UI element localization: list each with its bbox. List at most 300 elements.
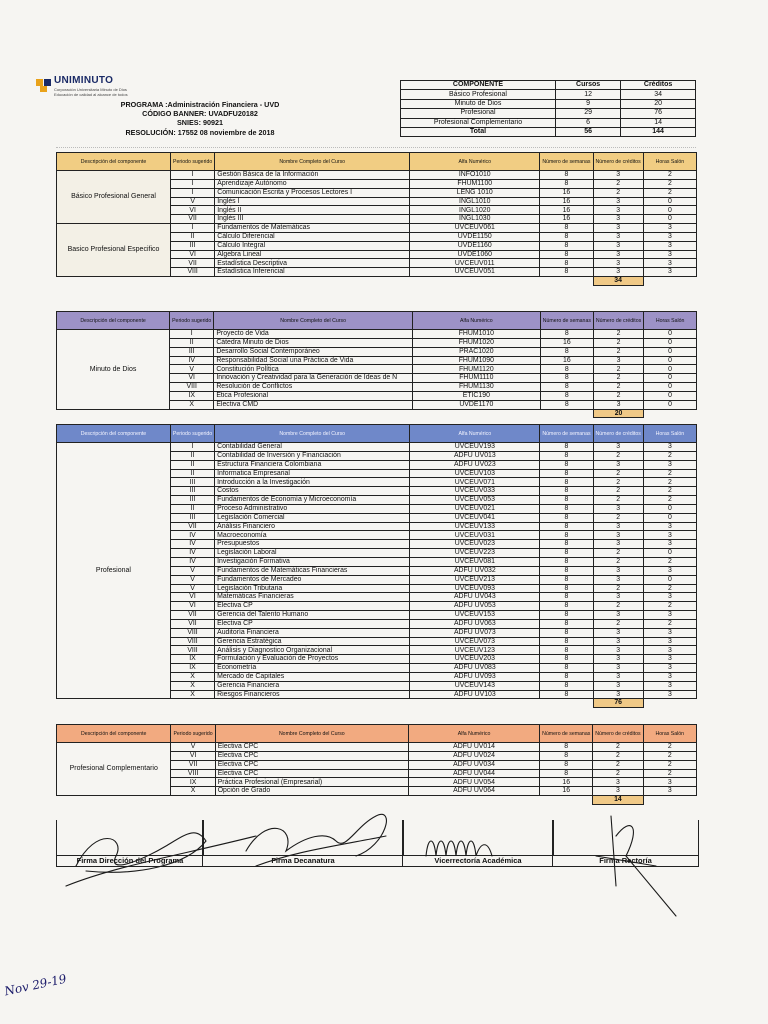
alpha-code-cell: ADFU UV103 — [410, 690, 540, 699]
course-name-cell: Formulación y Evaluación de Proyectos — [215, 655, 410, 664]
period-cell: VI — [170, 602, 214, 611]
period-cell: VII — [170, 522, 214, 531]
signature-label: Vicerrectoría Académica — [403, 855, 553, 866]
period-cell: X — [171, 787, 215, 796]
column-header: Alfa Numérico — [410, 425, 540, 443]
alpha-code-cell: ADFU UV053 — [410, 602, 540, 611]
column-header: Descripción del componente — [57, 725, 171, 743]
hours-cell: 2 — [643, 619, 696, 628]
period-cell: II — [171, 232, 215, 241]
hours-cell: 2 — [643, 188, 696, 197]
hours-cell: 0 — [644, 365, 697, 374]
hours-cell: 0 — [643, 513, 696, 522]
period-cell: III — [170, 478, 214, 487]
credits-cell: 3 — [593, 646, 643, 655]
alpha-code-cell: UVCEUV071 — [410, 478, 540, 487]
period-cell: X — [170, 672, 214, 681]
credits-cell: 3 — [593, 443, 643, 452]
period-cell: III — [171, 241, 215, 250]
hours-cell: 0 — [644, 338, 697, 347]
column-header: Número de semanas — [540, 312, 593, 330]
section-profesional-complementario — [56, 724, 697, 805]
period-cell: VIII — [170, 646, 214, 655]
summary-cell: 9 — [556, 99, 621, 108]
hours-cell: 0 — [643, 197, 696, 206]
summary-row — [401, 118, 696, 127]
summary-cell: Profesional — [401, 109, 556, 118]
uniminuto-logo — [36, 74, 146, 102]
credits-cell: 3 — [593, 250, 643, 259]
course-name-cell: Introducción a la Investigación — [215, 478, 410, 487]
hours-cell: 3 — [643, 637, 696, 646]
credits-total-row — [57, 699, 697, 708]
divider — [56, 147, 696, 151]
signature-label: Firma Rectoría — [553, 855, 698, 866]
credits-cell: 3 — [593, 400, 643, 409]
credits-cell: 2 — [593, 760, 643, 769]
weeks-cell: 8 — [540, 241, 593, 250]
hours-cell: 2 — [643, 496, 696, 505]
hours-cell: 2 — [643, 557, 696, 566]
course-name-cell: Ética Profesional — [214, 391, 413, 400]
summary-cell: 29 — [556, 109, 621, 118]
alpha-code-cell: UVCEUV133 — [410, 522, 540, 531]
alpha-code-cell: UVCEUV023 — [410, 540, 540, 549]
weeks-cell: 8 — [540, 619, 593, 628]
course-name-cell: Análisis Financiero — [215, 522, 410, 531]
credits-cell: 2 — [593, 549, 643, 558]
period-cell: VIII — [170, 628, 214, 637]
alpha-code-cell: ADFU UV073 — [410, 628, 540, 637]
hours-cell: 2 — [643, 760, 696, 769]
course-row — [57, 443, 697, 452]
credits-cell: 3 — [593, 672, 643, 681]
alpha-code-cell: UVCEUV051 — [410, 268, 540, 277]
alpha-code-cell: UVCEUV081 — [410, 557, 540, 566]
course-name-cell: Investigación Formativa — [215, 557, 410, 566]
period-cell: IX — [170, 391, 214, 400]
hours-cell: 0 — [644, 347, 697, 356]
weeks-cell: 8 — [540, 383, 593, 392]
hours-cell: 3 — [643, 646, 696, 655]
period-cell: IX — [170, 664, 214, 673]
period-cell: I — [171, 179, 215, 188]
weeks-cell: 8 — [540, 330, 593, 339]
weeks-cell: 8 — [540, 259, 593, 268]
summary-cell: Profesional Complementario — [401, 118, 556, 127]
blank-cell — [540, 277, 593, 286]
period-cell: VI — [171, 250, 215, 259]
course-name-cell: Fundamentos de Matemáticas — [215, 224, 410, 233]
course-name-cell: Presupuestos — [215, 540, 410, 549]
column-header: Número de créditos — [593, 312, 643, 330]
blank-cell — [540, 699, 593, 708]
alpha-code-cell: ADFU UV034 — [408, 760, 539, 769]
period-cell: X — [170, 690, 214, 699]
alpha-code-cell: UVDE1150 — [410, 232, 540, 241]
column-header: Periodo sugerido — [170, 312, 214, 330]
course-name-cell: Mercado de Capitales — [215, 672, 410, 681]
summary-table — [400, 80, 696, 137]
course-name-cell: Innovación y Creatividad para la Generación de Ideas de N — [214, 374, 413, 383]
course-name-cell: Electiva CMD — [214, 400, 413, 409]
course-name-cell: Estructura Financiera Colombiana — [215, 460, 410, 469]
hours-cell: 0 — [643, 504, 696, 513]
weeks-cell: 8 — [540, 760, 593, 769]
course-name-cell: Informatica Empresarial — [215, 469, 410, 478]
hours-cell: 0 — [644, 383, 697, 392]
weeks-cell: 8 — [540, 365, 593, 374]
alpha-code-cell: INFO1010 — [410, 171, 540, 180]
summary-cell: 12 — [556, 90, 621, 99]
alpha-code-cell: UVDE1060 — [410, 250, 540, 259]
weeks-cell: 16 — [540, 356, 593, 365]
section-profesional — [56, 424, 697, 708]
hours-cell: 3 — [643, 232, 696, 241]
blank-cell — [57, 409, 170, 418]
hours-cell: 3 — [643, 628, 696, 637]
blank-cell — [57, 699, 171, 708]
period-cell: II — [170, 504, 214, 513]
credits-cell: 2 — [593, 383, 643, 392]
period-cell: IV — [170, 549, 214, 558]
weeks-cell: 8 — [540, 179, 593, 188]
column-header-row — [57, 725, 697, 743]
weeks-cell: 8 — [540, 531, 593, 540]
blank-cell — [170, 409, 214, 418]
weeks-cell: 8 — [540, 460, 593, 469]
weeks-cell: 8 — [540, 593, 593, 602]
period-cell: VI — [170, 593, 214, 602]
weeks-cell: 8 — [540, 171, 593, 180]
period-cell: V — [170, 584, 214, 593]
weeks-cell: 8 — [540, 769, 593, 778]
weeks-cell: 8 — [540, 664, 593, 673]
hours-cell: 3 — [643, 681, 696, 690]
section-basico-profesional — [56, 152, 697, 286]
weeks-cell: 8 — [540, 566, 593, 575]
weeks-cell: 8 — [540, 268, 593, 277]
column-header: Número de semanas — [540, 425, 593, 443]
alpha-code-cell: ETIC190 — [412, 391, 540, 400]
credits-cell: 3 — [593, 215, 643, 224]
course-name-cell: Proceso Administrativo — [215, 504, 410, 513]
blank-cell — [410, 699, 540, 708]
alpha-code-cell: FHUM1010 — [412, 330, 540, 339]
hours-cell: 2 — [643, 751, 696, 760]
alpha-code-cell: UVCEUV153 — [410, 611, 540, 620]
course-name-cell: Electiva CPC — [215, 743, 408, 752]
weeks-cell: 16 — [540, 778, 593, 787]
alpha-code-cell: UVCEUV073 — [410, 637, 540, 646]
blank-cell — [57, 277, 171, 286]
credits-cell: 2 — [593, 179, 643, 188]
hours-cell: 2 — [643, 478, 696, 487]
weeks-cell: 8 — [540, 575, 593, 584]
component-description: Minuto de Dios — [57, 330, 170, 410]
hours-cell: 3 — [643, 522, 696, 531]
credits-cell: 3 — [593, 593, 643, 602]
column-header: Periodo sugerido — [171, 725, 215, 743]
weeks-cell: 8 — [540, 646, 593, 655]
weeks-cell: 16 — [540, 206, 593, 215]
period-cell: I — [171, 188, 215, 197]
alpha-code-cell: UVDE1170 — [412, 400, 540, 409]
column-header: Horas Salón — [644, 312, 697, 330]
credits-cell: 3 — [593, 241, 643, 250]
column-header: Número de créditos — [593, 725, 643, 743]
program-info — [100, 100, 300, 137]
summary-cell: 6 — [556, 118, 621, 127]
alpha-code-cell: UVCEUV203 — [410, 655, 540, 664]
hours-cell: 3 — [643, 611, 696, 620]
credits-cell: 2 — [593, 374, 643, 383]
alpha-code-cell: ADFU UV064 — [408, 787, 539, 796]
logo-mark-icon — [36, 77, 52, 93]
credits-cell: 2 — [593, 188, 643, 197]
course-name-cell: Legislación Laboral — [215, 549, 410, 558]
alpha-code-cell: UVDE1160 — [410, 241, 540, 250]
period-cell: I — [171, 224, 215, 233]
weeks-cell: 8 — [540, 751, 593, 760]
period-cell: VI — [171, 751, 215, 760]
blank-cell — [410, 277, 540, 286]
component-description: Basico Profesional Especifico — [57, 224, 171, 277]
banner-code: CÓDIGO BANNER: UVADFU20182 — [142, 109, 258, 119]
alpha-code-cell: ADFU UV013 — [410, 451, 540, 460]
alpha-code-cell: UVCEUV213 — [410, 575, 540, 584]
course-row — [57, 171, 697, 180]
blank-cell — [644, 409, 697, 418]
blank-cell — [540, 409, 593, 418]
course-name-cell: Gerencia del Talento Humano — [215, 611, 410, 620]
alpha-code-cell: UVCEUV031 — [410, 531, 540, 540]
weeks-cell: 8 — [540, 391, 593, 400]
period-cell: I — [170, 443, 214, 452]
alpha-code-cell: ADFU UV063 — [410, 619, 540, 628]
period-cell: VIII — [170, 637, 214, 646]
alpha-code-cell: FHUM1020 — [412, 338, 540, 347]
course-name-cell: Electiva CPC — [215, 751, 408, 760]
credits-total: 76 — [593, 699, 643, 708]
hours-cell: 3 — [643, 259, 696, 268]
handwritten-date: Nov 29-19 — [3, 971, 68, 999]
credits-cell: 2 — [593, 478, 643, 487]
hours-cell: 3 — [643, 540, 696, 549]
summary-header-cell: COMPONENTE — [401, 81, 556, 90]
weeks-cell: 8 — [540, 374, 593, 383]
credits-cell: 2 — [593, 330, 643, 339]
course-name-cell: Gestión Básica de la Información — [215, 171, 410, 180]
blank-cell — [643, 699, 696, 708]
course-name-cell: Cálculo Integral — [215, 241, 410, 250]
component-description: Básico Profesional General — [57, 171, 171, 224]
course-name-cell: Riesgos Financieros — [215, 690, 410, 699]
blank-cell — [215, 277, 410, 286]
credits-cell: 2 — [593, 602, 643, 611]
credits-total: 34 — [593, 277, 643, 286]
credits-cell: 3 — [593, 655, 643, 664]
alpha-code-cell: PRAC1020 — [412, 347, 540, 356]
signature-stroke — [596, 816, 676, 916]
course-name-cell: Fundamentos de Mercadeo — [215, 575, 410, 584]
weeks-cell: 8 — [540, 513, 593, 522]
credits-cell: 2 — [593, 469, 643, 478]
course-row — [57, 743, 697, 752]
weeks-cell: 8 — [540, 232, 593, 241]
credits-cell: 3 — [593, 628, 643, 637]
hours-cell: 0 — [643, 206, 696, 215]
course-name-cell: Fundamentos de Matemáticas Financieras — [215, 566, 410, 575]
hours-cell: 0 — [644, 330, 697, 339]
weeks-cell: 16 — [540, 197, 593, 206]
alpha-code-cell: INGL1010 — [410, 197, 540, 206]
period-cell: IV — [170, 531, 214, 540]
hours-cell: 3 — [643, 787, 696, 796]
period-cell: VII — [171, 215, 215, 224]
component-description: Profesional — [57, 443, 171, 699]
signature-stroke — [426, 841, 492, 856]
hours-cell: 3 — [643, 224, 696, 233]
period-cell: III — [170, 513, 214, 522]
course-name-cell: Electiva CP — [215, 602, 410, 611]
weeks-cell: 8 — [540, 522, 593, 531]
hours-cell: 2 — [643, 769, 696, 778]
weeks-cell: 8 — [540, 540, 593, 549]
hours-cell: 2 — [643, 171, 696, 180]
alpha-code-cell: UVCEUV033 — [410, 487, 540, 496]
course-name-cell: Proyecto de Vida — [214, 330, 413, 339]
period-cell: X — [170, 400, 214, 409]
summary-header-row — [401, 81, 696, 90]
hours-cell: 3 — [643, 593, 696, 602]
weeks-cell: 8 — [540, 224, 593, 233]
credits-cell: 3 — [593, 522, 643, 531]
alpha-code-cell: INGL1020 — [410, 206, 540, 215]
blank-cell — [214, 409, 413, 418]
course-name-cell: Electiva CPC — [215, 760, 408, 769]
hours-cell: 2 — [643, 179, 696, 188]
course-name-cell: Electiva CP — [215, 619, 410, 628]
period-cell: V — [171, 197, 215, 206]
weeks-cell: 8 — [540, 478, 593, 487]
snies-code: SNIES: 90921 — [177, 118, 223, 128]
credits-total-row — [57, 277, 697, 286]
hours-cell: 2 — [643, 602, 696, 611]
course-name-cell: Electiva CPC — [215, 769, 408, 778]
weeks-cell: 8 — [540, 611, 593, 620]
hours-cell: 3 — [643, 655, 696, 664]
hours-cell: 3 — [643, 672, 696, 681]
alpha-code-cell: UVCEUV223 — [410, 549, 540, 558]
alpha-code-cell: ADFU UV043 — [410, 593, 540, 602]
hours-cell: 3 — [643, 250, 696, 259]
period-cell: I — [171, 171, 215, 180]
credits-cell: 2 — [593, 496, 643, 505]
credits-cell: 3 — [593, 356, 643, 365]
credits-cell: 2 — [593, 584, 643, 593]
period-cell: III — [170, 496, 214, 505]
period-cell: II — [170, 451, 214, 460]
blank-cell — [215, 699, 410, 708]
period-cell: V — [170, 566, 214, 575]
weeks-cell: 8 — [540, 557, 593, 566]
alpha-code-cell: UVCEUV041 — [410, 513, 540, 522]
credits-cell: 3 — [593, 460, 643, 469]
hours-cell: 2 — [643, 451, 696, 460]
alpha-code-cell: FHUM1100 — [410, 179, 540, 188]
alpha-code-cell: UVCEUV011 — [410, 259, 540, 268]
period-cell: I — [170, 330, 214, 339]
weeks-cell: 8 — [540, 443, 593, 452]
weeks-cell: 8 — [540, 451, 593, 460]
summary-header-cell: Cursos — [556, 81, 621, 90]
summary-cell: 14 — [621, 118, 696, 127]
course-name-cell: Costos — [215, 487, 410, 496]
weeks-cell: 16 — [540, 787, 593, 796]
column-header: Horas Salón — [643, 425, 696, 443]
credits-cell: 2 — [593, 743, 643, 752]
course-name-cell: Matemáticas Financieras — [215, 593, 410, 602]
course-name-cell: Econometría — [215, 664, 410, 673]
course-name-cell: Fundamentos de Economía y Microeconomía — [215, 496, 410, 505]
weeks-cell: 8 — [540, 496, 593, 505]
alpha-code-cell: LENG 1010 — [410, 188, 540, 197]
period-cell: VIII — [171, 268, 215, 277]
alpha-code-cell: ADFU UV093 — [410, 672, 540, 681]
column-header: Periodo sugerido — [170, 425, 214, 443]
logo-subtext: Corporación Universitaria Minuto de Dios Educación de calidad al alcance de todos — [54, 87, 128, 97]
weeks-cell: 8 — [540, 628, 593, 637]
course-name-cell: Responsabilidad Social una Práctica de Vida — [214, 356, 413, 365]
weeks-cell: 8 — [540, 487, 593, 496]
column-header: Descripción del componente — [57, 153, 171, 171]
course-name-cell: Cátedra Minuto de Dios — [214, 338, 413, 347]
weeks-cell: 8 — [540, 584, 593, 593]
period-cell: VII — [171, 259, 215, 268]
course-name-cell: Auditoría Financiera — [215, 628, 410, 637]
course-name-cell: Inglés III — [215, 215, 410, 224]
course-name-cell: Aprendizaje Autónomo — [215, 179, 410, 188]
credits-cell: 3 — [593, 637, 643, 646]
credits-cell: 3 — [593, 611, 643, 620]
alpha-code-cell: ADFU UV024 — [408, 751, 539, 760]
summary-cell: 20 — [621, 99, 696, 108]
weeks-cell: 8 — [540, 690, 593, 699]
credits-cell: 3 — [593, 206, 643, 215]
alpha-code-cell: ADFU UV054 — [408, 778, 539, 787]
course-name-cell: Resolución de Conflictos — [214, 383, 413, 392]
alpha-code-cell: UVCEUV143 — [410, 681, 540, 690]
course-name-cell: Inglés I — [215, 197, 410, 206]
hours-cell: 0 — [644, 400, 697, 409]
weeks-cell: 8 — [540, 250, 593, 259]
alpha-code-cell: FHUM1130 — [412, 383, 540, 392]
period-cell: VII — [171, 760, 215, 769]
blank-cell — [643, 277, 696, 286]
weeks-cell: 8 — [540, 637, 593, 646]
blank-cell — [170, 699, 214, 708]
column-header-row — [57, 312, 697, 330]
credits-cell: 2 — [593, 487, 643, 496]
course-name-cell: Opción de Grado — [215, 787, 408, 796]
summary-row — [401, 109, 696, 118]
weeks-cell: 8 — [540, 400, 593, 409]
alpha-code-cell: UVCEUV193 — [410, 443, 540, 452]
period-cell: V — [170, 575, 214, 584]
course-name-cell: Análisis y Diagnostico Organizacional — [215, 646, 410, 655]
column-header: Número de semanas — [540, 725, 593, 743]
